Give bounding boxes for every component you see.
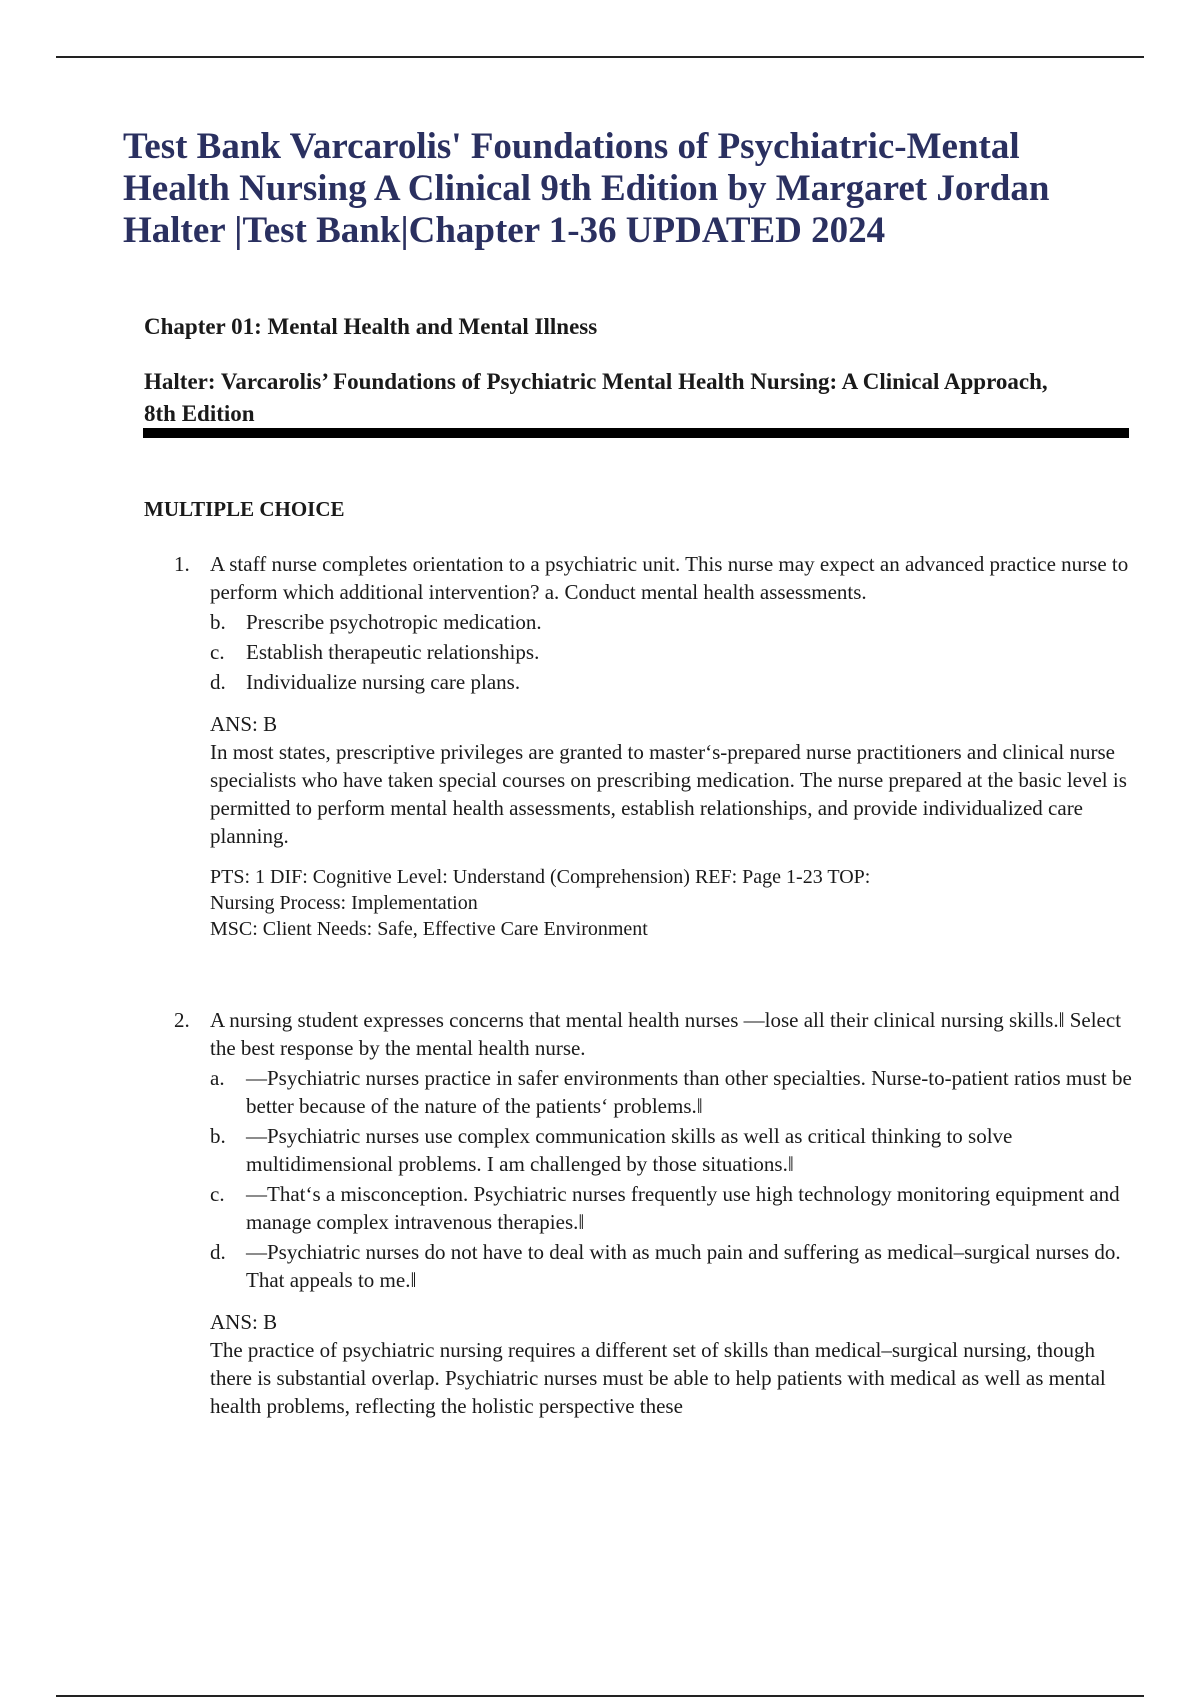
question-stem-row — [144, 1006, 1134, 1062]
option-text: ―Psychiatric nurses do not have to deal with as much pain and suffering as medical–surgical nurses do. That appeals to me.‖ — [246, 1240, 1121, 1292]
option-letter: b. — [210, 610, 226, 634]
section-heading: MULTIPLE CHOICE — [144, 497, 345, 521]
answer-block — [144, 710, 1134, 850]
question-number: 2. — [174, 1008, 190, 1032]
answer-option — [144, 1122, 1134, 1178]
option-text: Individualize nursing care plans. — [246, 670, 521, 694]
answer-option — [144, 608, 1134, 636]
answer-key: ANS: B — [210, 1310, 278, 1334]
answer-option — [144, 1238, 1134, 1294]
option-text: Prescribe psychotropic medication. — [246, 610, 542, 634]
answer-block — [144, 1308, 1134, 1420]
question-1 — [144, 550, 1134, 942]
answer-key: ANS: B — [210, 712, 278, 736]
question-stem: A nursing student expresses concerns that mental health nurses ―lose all their clinical nursing skills.‖ Select the best response by the mental health nurse. — [210, 1008, 1122, 1060]
option-letter: b. — [210, 1124, 226, 1148]
option-text: ―Psychiatric nurses use complex communication skills as well as critical thinking to solve multidimensional problems. I am challenged by those situations.‖ — [246, 1124, 1013, 1176]
rationale: In most states, prescriptive privileges are granted to master‘s-prepared nurse practitioners and clinical nurse specialists who have taken special courses on prescribing medication. The nurse prepared at the basic level is permitted to perform mental health assessments, establish relationships, and provide individualized care planning. — [210, 740, 1127, 848]
document-title: Test Bank Varcarolis' Foundations of Psychiatric-Mental Health Nursing A Clinical 9th Edition by Margaret Jordan Halter |Test Bank|Chapter 1-36 UPDATED 2024 — [123, 126, 1050, 251]
option-letter: a. — [210, 1066, 225, 1090]
answer-option — [144, 1180, 1134, 1236]
question-stem-row — [144, 550, 1134, 606]
question-2 — [144, 1006, 1134, 1420]
option-letter: d. — [210, 670, 226, 694]
question-number: 1. — [174, 552, 190, 576]
option-letter: d. — [210, 1240, 226, 1264]
option-text: ―Psychiatric nurses practice in safer environments than other specialties. Nurse-to-patient ratios must be better because of the nature of the patients‘ problems.‖ — [246, 1066, 1132, 1118]
option-text: ―That‘s a misconception. Psychiatric nurses frequently use high technology monitoring equipment and manage complex intravenous therapies.‖ — [246, 1182, 1120, 1234]
metadata-line: MSC: Client Needs: Safe, Effective Care Environment — [210, 918, 648, 940]
answer-option — [144, 1064, 1134, 1120]
section-divider — [143, 428, 1129, 438]
metadata-line: PTS: 1 DIF: Cognitive Level: Understand (Comprehension) REF: Page 1-23 TOP: — [210, 866, 871, 888]
answer-option — [144, 638, 1134, 666]
bottom-divider — [56, 1695, 1144, 1697]
option-letter: c. — [210, 1182, 225, 1206]
option-text: Establish therapeutic relationships. — [246, 640, 540, 664]
option-letter: c. — [210, 640, 225, 664]
book-reference: Halter: Varcarolis’ Foundations of Psychiatric Mental Health Nursing: A Clinical Approach, 8th Edition — [144, 369, 1048, 426]
question-stem: A staff nurse completes orientation to a psychiatric unit. This nurse may expect an advanced practice nurse to perform which additional intervention? a. Conduct mental health assessments. — [210, 552, 1129, 604]
metadata-line: Nursing Process: Implementation — [210, 892, 478, 914]
question-metadata — [144, 864, 1134, 942]
answer-option — [144, 668, 1134, 696]
rationale: The practice of psychiatric nursing requires a different set of skills than medical–surgical nursing, though there is substantial overlap. Psychiatric nurses must be able to help patients with medical as well as mental health problems, reflecting the holistic perspective these — [210, 1338, 1106, 1418]
chapter-heading: Chapter 01: Mental Health and Mental Illness — [144, 314, 598, 339]
top-divider — [56, 56, 1144, 58]
